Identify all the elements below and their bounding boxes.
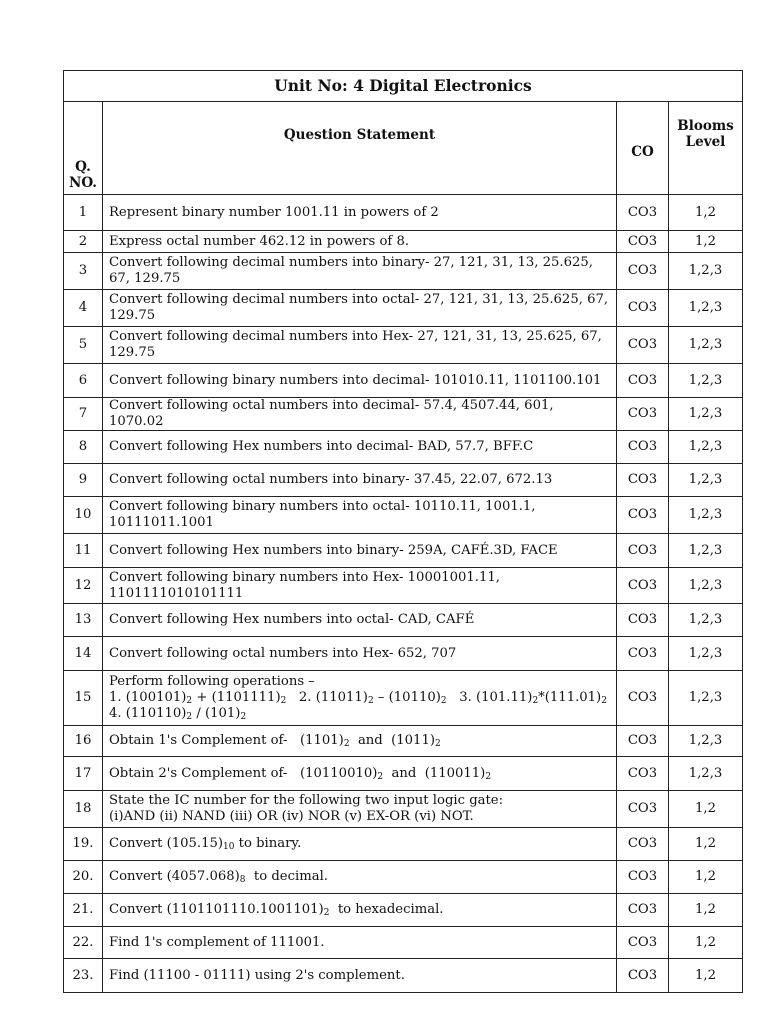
course-outcome: CO3 (617, 894, 669, 927)
course-outcome: CO3 (617, 757, 669, 791)
question-statement (103, 398, 617, 431)
table-row (64, 327, 743, 364)
header-co: CO (617, 102, 669, 195)
table-row (64, 253, 743, 290)
statement-text: Convert following binary numbers into Hex- 10001001.11, 1101111010101111 (109, 569, 500, 601)
blooms-level: 1,2 (669, 828, 743, 861)
header-question: Question Statement (103, 102, 617, 195)
question-number: 14 (64, 637, 103, 671)
statement-text: Convert following Hex numbers into decimal- BAD, 57.7, BFF.C (109, 439, 534, 454)
blooms-level: 1,2,3 (669, 364, 743, 398)
blooms-level: 1,2 (669, 195, 743, 231)
blooms-level: 1,2,3 (669, 637, 743, 671)
table-row (64, 497, 743, 534)
statement-text: + (1101111) (192, 690, 281, 705)
statement-text: Convert following octal numbers into Hex- 652, 707 (109, 645, 457, 661)
statement-text: Convert following octal numbers into decimal- 57.4, 4507.44, 601, 1070.02 (109, 398, 554, 429)
question-table (63, 70, 743, 993)
statement-text: (i)AND (ii) NAND (iii) OR (iv) NOR (v) EX-OR (vi) NOT. (109, 809, 474, 824)
question-statement (103, 757, 617, 791)
statement-text: Convert following binary numbers into octal- 10110.11, 1001.1, 10111011.1001 (109, 499, 536, 530)
course-outcome: CO3 (617, 861, 669, 894)
subscript-base: 2 (280, 696, 287, 706)
question-statement (103, 534, 617, 568)
table-row (64, 637, 743, 671)
question-number: 18 (64, 791, 103, 828)
course-outcome: CO3 (617, 671, 669, 726)
statement-text: Convert following decimal numbers into octal- 27, 121, 31, 13, 25.625, 67, 129.75 (109, 292, 609, 323)
statement-text: to decimal. (245, 869, 328, 884)
course-outcome: CO3 (617, 464, 669, 497)
course-outcome: CO3 (617, 290, 669, 327)
statement-text: Obtain 2's Complement of- (10110010) (109, 765, 378, 781)
statement-text: Convert following octal numbers into binary- 37.45, 22.07, 672.13 (109, 472, 553, 487)
course-outcome: CO3 (617, 327, 669, 364)
question-number: 16 (64, 726, 103, 757)
course-outcome: CO3 (617, 568, 669, 604)
question-statement (103, 726, 617, 757)
statement-text: Express octal number 462.12 in powers of 8. (109, 233, 410, 249)
blooms-level: 1,2 (669, 927, 743, 959)
operations-line (109, 706, 612, 722)
statement-text: Perform following operations – (109, 674, 315, 689)
table-row (64, 534, 743, 568)
question-statement (103, 497, 617, 534)
statement-text: Convert (4057.068) (109, 869, 240, 884)
subscript-base: 2 (343, 739, 350, 749)
subscript-base: 2 (601, 696, 607, 706)
question-statement (103, 927, 617, 959)
blooms-level: 1,2,3 (669, 757, 743, 791)
statement-text: Convert following decimal numbers into binary- 27, 121, 31, 13, 25.625, 67, 129.75 (109, 255, 593, 286)
course-outcome: CO3 (617, 534, 669, 568)
blooms-level: 1,2,3 (669, 534, 743, 568)
statement-text: Convert following decimal numbers into Hex- 27, 121, 31, 13, 25.625, 67, 129.75 (109, 329, 602, 360)
statement-text: State the IC number for the following two input logic gate: (109, 793, 504, 808)
blooms-level: 1,2,3 (669, 568, 743, 604)
statement-text: 2. (11011) (286, 690, 368, 705)
statement-text: to hexadecimal. (329, 902, 444, 917)
question-statement (103, 861, 617, 894)
course-outcome: CO3 (617, 828, 669, 861)
question-number: 5 (64, 327, 103, 364)
blooms-level: 1,2 (669, 959, 743, 993)
course-outcome: CO3 (617, 726, 669, 757)
question-number: 20. (64, 861, 103, 894)
statement-text: Find (11100 - 01111) using 2's complement. (109, 967, 405, 983)
blooms-level: 1,2,3 (669, 604, 743, 637)
blooms-level: 1,2,3 (669, 671, 743, 726)
table-row (64, 671, 743, 726)
course-outcome: CO3 (617, 231, 669, 253)
table-row (64, 959, 743, 993)
question-number: 17 (64, 757, 103, 791)
course-outcome: CO3 (617, 195, 669, 231)
blooms-level: 1,2 (669, 861, 743, 894)
blooms-level: 1,2,3 (669, 327, 743, 364)
table-row (64, 231, 743, 253)
statement-text: Convert following Hex numbers into binary- 259A, CAFÉ.3D, FACE (109, 542, 558, 558)
title-row (64, 71, 743, 102)
course-outcome: CO3 (617, 364, 669, 398)
subscript-base: 2 (377, 771, 384, 782)
table-row (64, 364, 743, 398)
statement-text: 1. (100101) (109, 690, 187, 705)
question-statement (103, 959, 617, 993)
question-number: 13 (64, 604, 103, 637)
table-row (64, 398, 743, 431)
question-number: 10 (64, 497, 103, 534)
subscript-base: 8 (239, 875, 246, 885)
question-number: 9 (64, 464, 103, 497)
statement-text: Represent binary number 1001.11 in powers of 2 (109, 204, 439, 220)
statement-text: 4. (110110) (109, 706, 187, 721)
subscript-base: 2 (186, 696, 193, 706)
course-outcome: CO3 (617, 398, 669, 431)
question-number: 8 (64, 431, 103, 464)
statement-text: Convert (1101101110.1001101) (109, 902, 324, 917)
question-number: 19. (64, 828, 103, 861)
statement-text: / (101) (192, 706, 241, 721)
subscript-base: 2 (532, 696, 539, 706)
table-row (64, 195, 743, 231)
header-qno: Q. NO. (64, 102, 103, 195)
statement-text: and (1011) (349, 733, 435, 748)
statement-text: Convert following Hex numbers into octal- CAD, CAFÉ (109, 612, 475, 627)
blooms-level: 1,2 (669, 894, 743, 927)
header-row (64, 102, 743, 195)
blooms-level: 1,2,3 (669, 431, 743, 464)
course-outcome: CO3 (617, 431, 669, 464)
question-statement (103, 195, 617, 231)
blooms-level: 1,2,3 (669, 464, 743, 497)
question-number: 12 (64, 568, 103, 604)
question-number: 15 (64, 671, 103, 726)
table-row (64, 791, 743, 828)
question-statement (103, 290, 617, 327)
subscript-base: 2 (240, 712, 247, 722)
table-row (64, 726, 743, 757)
statement-text: 3. (101.11) (446, 690, 533, 705)
question-number: 22. (64, 927, 103, 959)
blooms-level: 1,2,3 (669, 726, 743, 757)
table-row (64, 568, 743, 604)
statement-text: Obtain 1's Complement of- (1101) (109, 733, 344, 748)
question-number: 21. (64, 894, 103, 927)
blooms-level: 1,2 (669, 231, 743, 253)
table-row (64, 927, 743, 959)
question-statement (103, 253, 617, 290)
question-statement (103, 327, 617, 364)
table-row (64, 861, 743, 894)
table-row (64, 604, 743, 637)
course-outcome: CO3 (617, 791, 669, 828)
table-row (64, 757, 743, 791)
table-row (64, 464, 743, 497)
question-number: 7 (64, 398, 103, 431)
table-row (64, 828, 743, 861)
question-statement (103, 828, 617, 861)
header-blooms: Blooms Level (669, 102, 743, 195)
blooms-level: 1,2,3 (669, 253, 743, 290)
question-number: 2 (64, 231, 103, 253)
subscript-base: 2 (323, 908, 330, 918)
course-outcome: CO3 (617, 927, 669, 959)
statement-text: – (10110) (373, 690, 441, 705)
course-outcome: CO3 (617, 497, 669, 534)
question-statement (103, 464, 617, 497)
statement-text: Convert (105.15) (109, 836, 224, 851)
question-statement (103, 637, 617, 671)
subscript-base: 2 (440, 696, 447, 706)
question-number: 11 (64, 534, 103, 568)
table-row (64, 431, 743, 464)
question-statement (103, 604, 617, 637)
blooms-level: 1,2,3 (669, 290, 743, 327)
statement-text: Convert following binary numbers into decimal- 101010.11, 1101100.101 (109, 372, 602, 388)
course-outcome: CO3 (617, 637, 669, 671)
course-outcome: CO3 (617, 253, 669, 290)
question-number: 6 (64, 364, 103, 398)
table-row (64, 894, 743, 927)
subscript-base: 2 (434, 739, 441, 749)
course-outcome: CO3 (617, 604, 669, 637)
statement-text: *(111.01) (538, 690, 602, 705)
course-outcome: CO3 (617, 959, 669, 993)
subscript-base: 10 (223, 842, 235, 852)
question-number: 1 (64, 195, 103, 231)
subscript-base: 2 (485, 771, 492, 782)
question-statement (103, 568, 617, 604)
statement-text: to binary. (234, 836, 302, 851)
question-statement (103, 431, 617, 464)
question-number: 23. (64, 959, 103, 993)
question-number: 4 (64, 290, 103, 327)
operations-line (109, 690, 612, 706)
question-statement (103, 671, 617, 726)
question-statement (103, 894, 617, 927)
question-statement (103, 791, 617, 828)
question-number: 3 (64, 253, 103, 290)
blooms-level: 1,2,3 (669, 398, 743, 431)
subscript-base: 2 (367, 696, 374, 706)
subscript-base: 2 (186, 712, 193, 722)
table-row (64, 290, 743, 327)
question-statement (103, 364, 617, 398)
statement-text: Find 1's complement of 111001. (109, 934, 325, 950)
blooms-level: 1,2,3 (669, 497, 743, 534)
statement-text: and (110011) (383, 765, 486, 781)
question-statement (103, 231, 617, 253)
blooms-level: 1,2 (669, 791, 743, 828)
unit-title: Unit No: 4 Digital Electronics (64, 71, 743, 102)
